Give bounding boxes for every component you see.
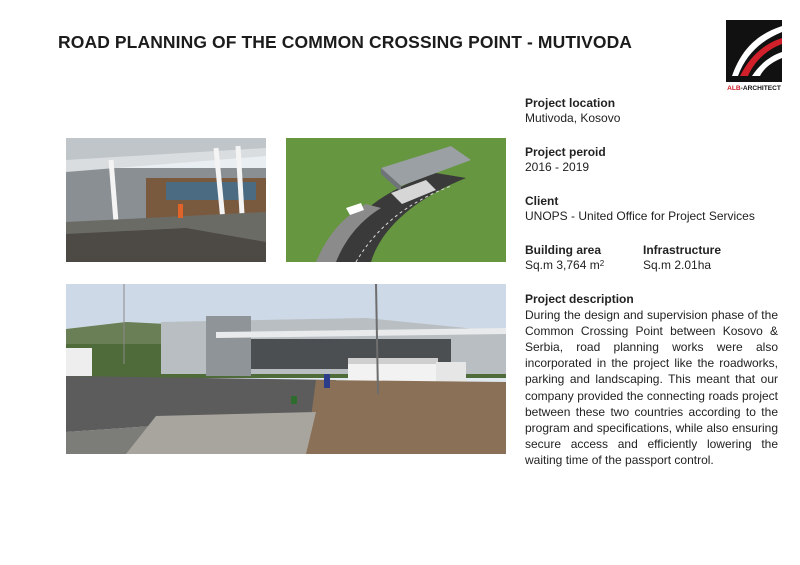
client-value: UNOPS - United Office for Project Services	[525, 208, 755, 223]
project-period-value: 2016 - 2019	[525, 159, 590, 174]
building-area-superscript: 2	[599, 258, 605, 268]
project-location-label: Project location	[525, 96, 616, 110]
logo-mark-icon	[724, 18, 784, 84]
aerial-render-photo	[286, 138, 506, 262]
building-area	[525, 243, 635, 272]
building-area-value: Sq.m 3,764 $m^2$	[525, 257, 605, 272]
infrastructure-label: Infrastructure	[643, 243, 722, 257]
project-location	[525, 96, 785, 125]
page-title: ROAD PLANNING OF THE COMMON CROSSING POINT - MUTIVODA	[58, 32, 633, 52]
project-description-label: Project description	[525, 292, 634, 306]
project-location-value: Mutivoda, Kosovo	[525, 110, 621, 125]
infrastructure-value: Sq.m 2.01ha	[643, 257, 712, 272]
client	[525, 194, 785, 223]
building-area-label: Building area	[525, 243, 602, 257]
project-description-text: During the design and supervision phase of the Common Crossing Point between Kosovo & Serbia, road planning works were also incorporated in the project like the roadworks, parking and landscaping. This meant that our company provided the connecting roads project between these two countries according to the program and specifications, while also ensuring secure access and efficiently lowering the waiting time of the passport control.	[525, 307, 778, 468]
logo-text: ALB-ARCHITECT	[727, 85, 781, 92]
canopy-walkway-photo	[66, 138, 266, 262]
infrastructure	[643, 243, 783, 272]
client-label: Client	[525, 194, 559, 208]
alb-architect-logo	[724, 18, 784, 96]
construction-site-photo	[66, 284, 506, 454]
project-period	[525, 145, 785, 174]
project-period-label: Project peroid	[525, 145, 606, 159]
project-description	[525, 292, 778, 469]
